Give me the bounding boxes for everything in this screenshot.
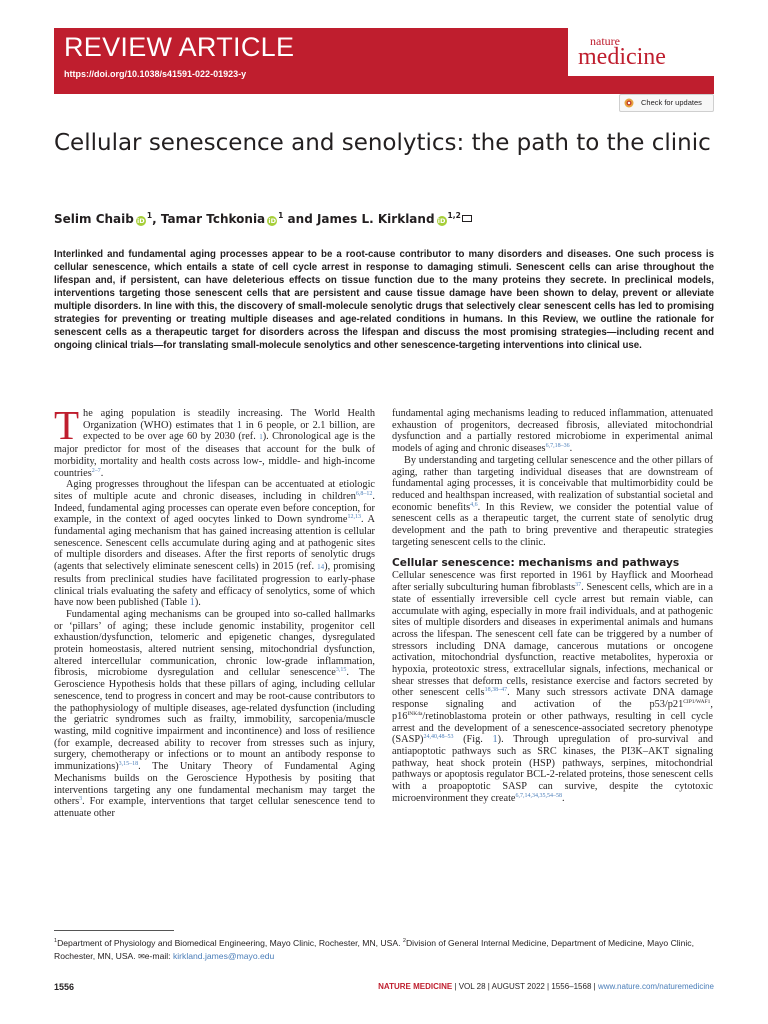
issue-details: | VOL 28 | AUGUST 2022 | 1556–1568 | xyxy=(452,982,598,991)
journal-logo-small: nature xyxy=(590,34,620,48)
journal-footer xyxy=(378,982,714,991)
body-paragraph: Cellular senescence was first reported in 1961 by Hayflick and Moorhead after serially subculturing human fibroblasts$^{37}$. Senescent cells, which are in a state of essentially irreversible cell cycle arrest but remain viable, can accumulate with aging, especially in more frail individuals, and at pathogenic sites of multiple disorders and diseases in experimental animals and humans across the lifespan. The senescent cell fate can be triggered by a number of stressors including DNA damage, cancerous mutations or oncogene activation, mitochondrial dysfunction, reactive metabolites, hyperoxia or hypoxia, proteotoxic stress, extracellular signals, infections, mechanical or shear stresses that deform cells, resistance exercise and factors secreted by other senescent cells$^{18,38-47}$. Many such stressors activate DNA damage response signaling and activation of the $p53/p21^{CIP1/WAF1}$, $p16^{INK4a}$/retinoblastoma protein or other pathways, resulting in cell cycle arrest and the development of a senescence-associated secretory phenotype (SASP)$^{24,40,48-53}$ (Fig. 1). Through upregulation of pro-survival and antiapoptotic pathways such as SRC kinases, the PI3K–AKT signaling pathway, heat shock protein (HSP) pathways, serpines, mitochondrial pathways or apoptosis regulator BCL-2-related proteins, those senescent cells with a proapoptotic SASP can survive, despite the cytotoxic microenvironment they create$^{6,7,14,34,35,54-58}$. xyxy=(392,570,713,804)
author-affiliation: 1 xyxy=(278,211,284,220)
body-paragraph: fundamental aging mechanisms leading to reduced inflammation, attenuated exhaustion of progenitors, decreased fibrosis, alleviated mitochondrial dysfunction and a partially restored microbiome in experimental animal models of aging and chronic diseases$^{6,7,18-36}$. xyxy=(392,408,713,455)
author-name[interactable]: Selim Chaib xyxy=(54,212,134,226)
journal-logo xyxy=(568,28,714,76)
body-column-left xyxy=(54,402,376,820)
reference-link[interactable]: 2–7 xyxy=(91,467,101,474)
reference-link[interactable]: 4,6 xyxy=(470,501,478,508)
affiliations-footnote: $^1$Department of Physiology and Biomedical Engineering, Mayo Clinic, Rochester, MN, USA. $^2$Division of General Internal Medicine, Department of Medicine, Mayo Clinic, Rochester, MN, USA. ✉e-mail: kirkland.james@mayo.edu xyxy=(54,938,694,961)
reference-link[interactable]: 37 xyxy=(575,582,582,589)
body-paragraph: Aging progresses throughout the lifespan can be accentuated at etiologic sites of multiple acute and chronic diseases, including in children$^{6,8-12}$. Indeed, fundamental aging processes can operate even before conception, for example, in the context of aged oocytes linked to Down syndrome$^{12,13}$. A fundamental aging mechanism that has gained increasing attention is cellular senescence. Senescent cells accumulate during aging and at pathogenic sites of multiple disorders and diseases. After the first reports of senolytic drugs (agents that selectively eliminate senescent cells) in 2015 (ref. 14), promising results from preclinical studies have facilitated progression to early-phase clinical trials evaluating the safety and efficacy of senolytics, some of which have now been published (Table 1). xyxy=(54,479,375,609)
reference-link[interactable]: 14 xyxy=(317,563,325,572)
doi-link[interactable]: https://doi.org/10.1038/s41591-022-01923-y xyxy=(64,69,247,79)
email-link[interactable]: kirkland.james@mayo.edu xyxy=(172,951,275,961)
orcid-icon[interactable]: iD xyxy=(268,217,276,225)
article-type-label: REVIEW ARTICLE xyxy=(64,32,295,62)
author-separator: and xyxy=(283,212,317,226)
reference-link[interactable]: 18,38–47 xyxy=(484,687,508,694)
reference-link[interactable]: 1 xyxy=(259,433,263,442)
email-icon: ✉ xyxy=(138,952,145,961)
body-paragraph: By understanding and targeting cellular senescence and the other pillars of aging, rather than targeting individual diseases that are downstream of fundamental aging processes, it is conceivable that multimorbidity could be reduced and healthspan increased, with realization of substantial societal and economic benefits$^{4,6}$. In this Review, we consider the potential value of senescent cells as a therapeutic target, the current state of senolytic drug development and the path to bring preventive and therapeutic strategies targeting senescent cells to the clinic. xyxy=(392,454,713,548)
drop-cap: T xyxy=(54,402,80,448)
refresh-badge-icon xyxy=(624,98,634,108)
journal-name: NATURE MEDICINE xyxy=(378,982,453,991)
reference-link[interactable]: 6,7,14,34,35,54–58 xyxy=(515,792,563,799)
reference-link[interactable]: 3,15 xyxy=(335,667,347,674)
body-paragraph: Fundamental aging mechanisms can be grouped into so-called hallmarks or ‘pillars’ of aging; these include genomic instability, progenitor cell exhaustion/dysfunction, telomeric and epigenetic changes, dysregulated protein homeostasis, altered nutrient sensing, mitochondrial dysfunction, altered intercellular communication, chronic low-grade inflammation, fibrosis, microbiome dysregulation and cellular senescence$^{3,15}$. The Geroscience Hypothesis holds that these pillars of aging, including cellular senescence, tend to progress in concert and may be root-cause contributors to the pathophysiology of multiple diseases, age-related dysfunction (including the geriatric syndromes such as frailty, immobility, sarcopenia/muscle wasting, mild cognitive impairment and incontinence) and loss of resilience (for example, decreased ability to recover from stresses such as injury, surgery, chemotherapy or infections or to mount an antibody response to immunizations)$^{3,15-18}$. The Unitary Theory of Fundamental Aging Mechanisms builds on the Geroscience Hypothesis by positing that interventions targeting any one fundamental mechanism may target the others$^3$. For example, interventions that target cellular senescence tend to attenuate other xyxy=(54,608,375,819)
reference-link[interactable]: 3,15–18 xyxy=(118,761,139,768)
abstract: Interlinked and fundamental aging processes appear to be a root-cause contributor to many disorders and diseases. One such process is cellular senescence, which entails a state of cell cycle arrest in response to damaging stimuli. Senescent cells can arise throughout the lifespan and, if persistent, can have deleterious effects on tissue function due to the many proteins they secrete. In preclinical models, interventions targeting those senescent cells that are persistent and cause tissue damage have been shown to delay, prevent or alleviate multiple disorders. In line with this, the discovery of small-molecule senolytic drugs that selectively clear senescent cells has led to promising strategies for preventing or treating multiple diseases and age-related conditions in humans. In this Review, we outline the rationale for senescent cells as a therapeutic target for disorders across the lifespan and discuss the most promising strategies—including recent and ongoing clinical trials—for translating small-molecule senolytics and other senescence-targeting interventions into clinical use. xyxy=(54,249,714,351)
gene-superscript: INK4a xyxy=(407,710,423,717)
section-heading: Cellular senescence: mechanisms and pathways xyxy=(392,557,680,570)
reference-link[interactable]: 6,8–12 xyxy=(355,490,373,497)
orcid-icon[interactable]: iD xyxy=(437,217,446,225)
reference-link[interactable]: 6,7,18–36 xyxy=(545,443,570,450)
email-icon[interactable] xyxy=(462,215,472,222)
author-list xyxy=(54,212,714,226)
body-column-right xyxy=(392,408,713,805)
page-number: 1556 xyxy=(54,982,75,992)
author-separator: , xyxy=(152,212,161,226)
article-title: Cellular senescence and senolytics: the path to the clinic xyxy=(54,130,711,156)
footnote-divider xyxy=(54,930,174,931)
author-name[interactable]: Tamar Tchkonia xyxy=(160,212,266,226)
reference-link[interactable]: 3 xyxy=(79,796,83,803)
check-for-updates-button[interactable] xyxy=(619,94,714,112)
orcid-icon[interactable]: iD xyxy=(137,217,145,225)
reference-link[interactable]: 24,40,48–53 xyxy=(423,734,454,741)
journal-logo-big: medicine xyxy=(578,44,666,70)
article-type-banner xyxy=(54,28,714,94)
author-name[interactable]: James L. Kirkland xyxy=(316,212,435,226)
figure-link[interactable]: 1 xyxy=(492,734,498,746)
journal-url[interactable]: www.nature.com/naturemedicine xyxy=(597,982,714,991)
gene-superscript: CIP1/WAF1 xyxy=(683,699,711,706)
table-link[interactable]: 1 xyxy=(189,597,195,609)
reference-link[interactable]: 12,13 xyxy=(347,514,361,521)
check-for-updates-label: Check for updates xyxy=(641,98,702,107)
author-affiliation: 1,2 xyxy=(447,211,461,220)
author-affiliation: 1 xyxy=(146,211,153,220)
body-paragraph: The aging population is steadily increasing. The World Health Organization (WHO) estimates that 1 in 6 people, or 2.1 billion, are expected to be over age 60 by 2030 (ref. 1). Chronological age is the major predictor for most of the diseases that account for the bulk of morbidity, mortality and health costs across low-, middle- and high-income countries$^{2-7}$. xyxy=(54,402,376,479)
